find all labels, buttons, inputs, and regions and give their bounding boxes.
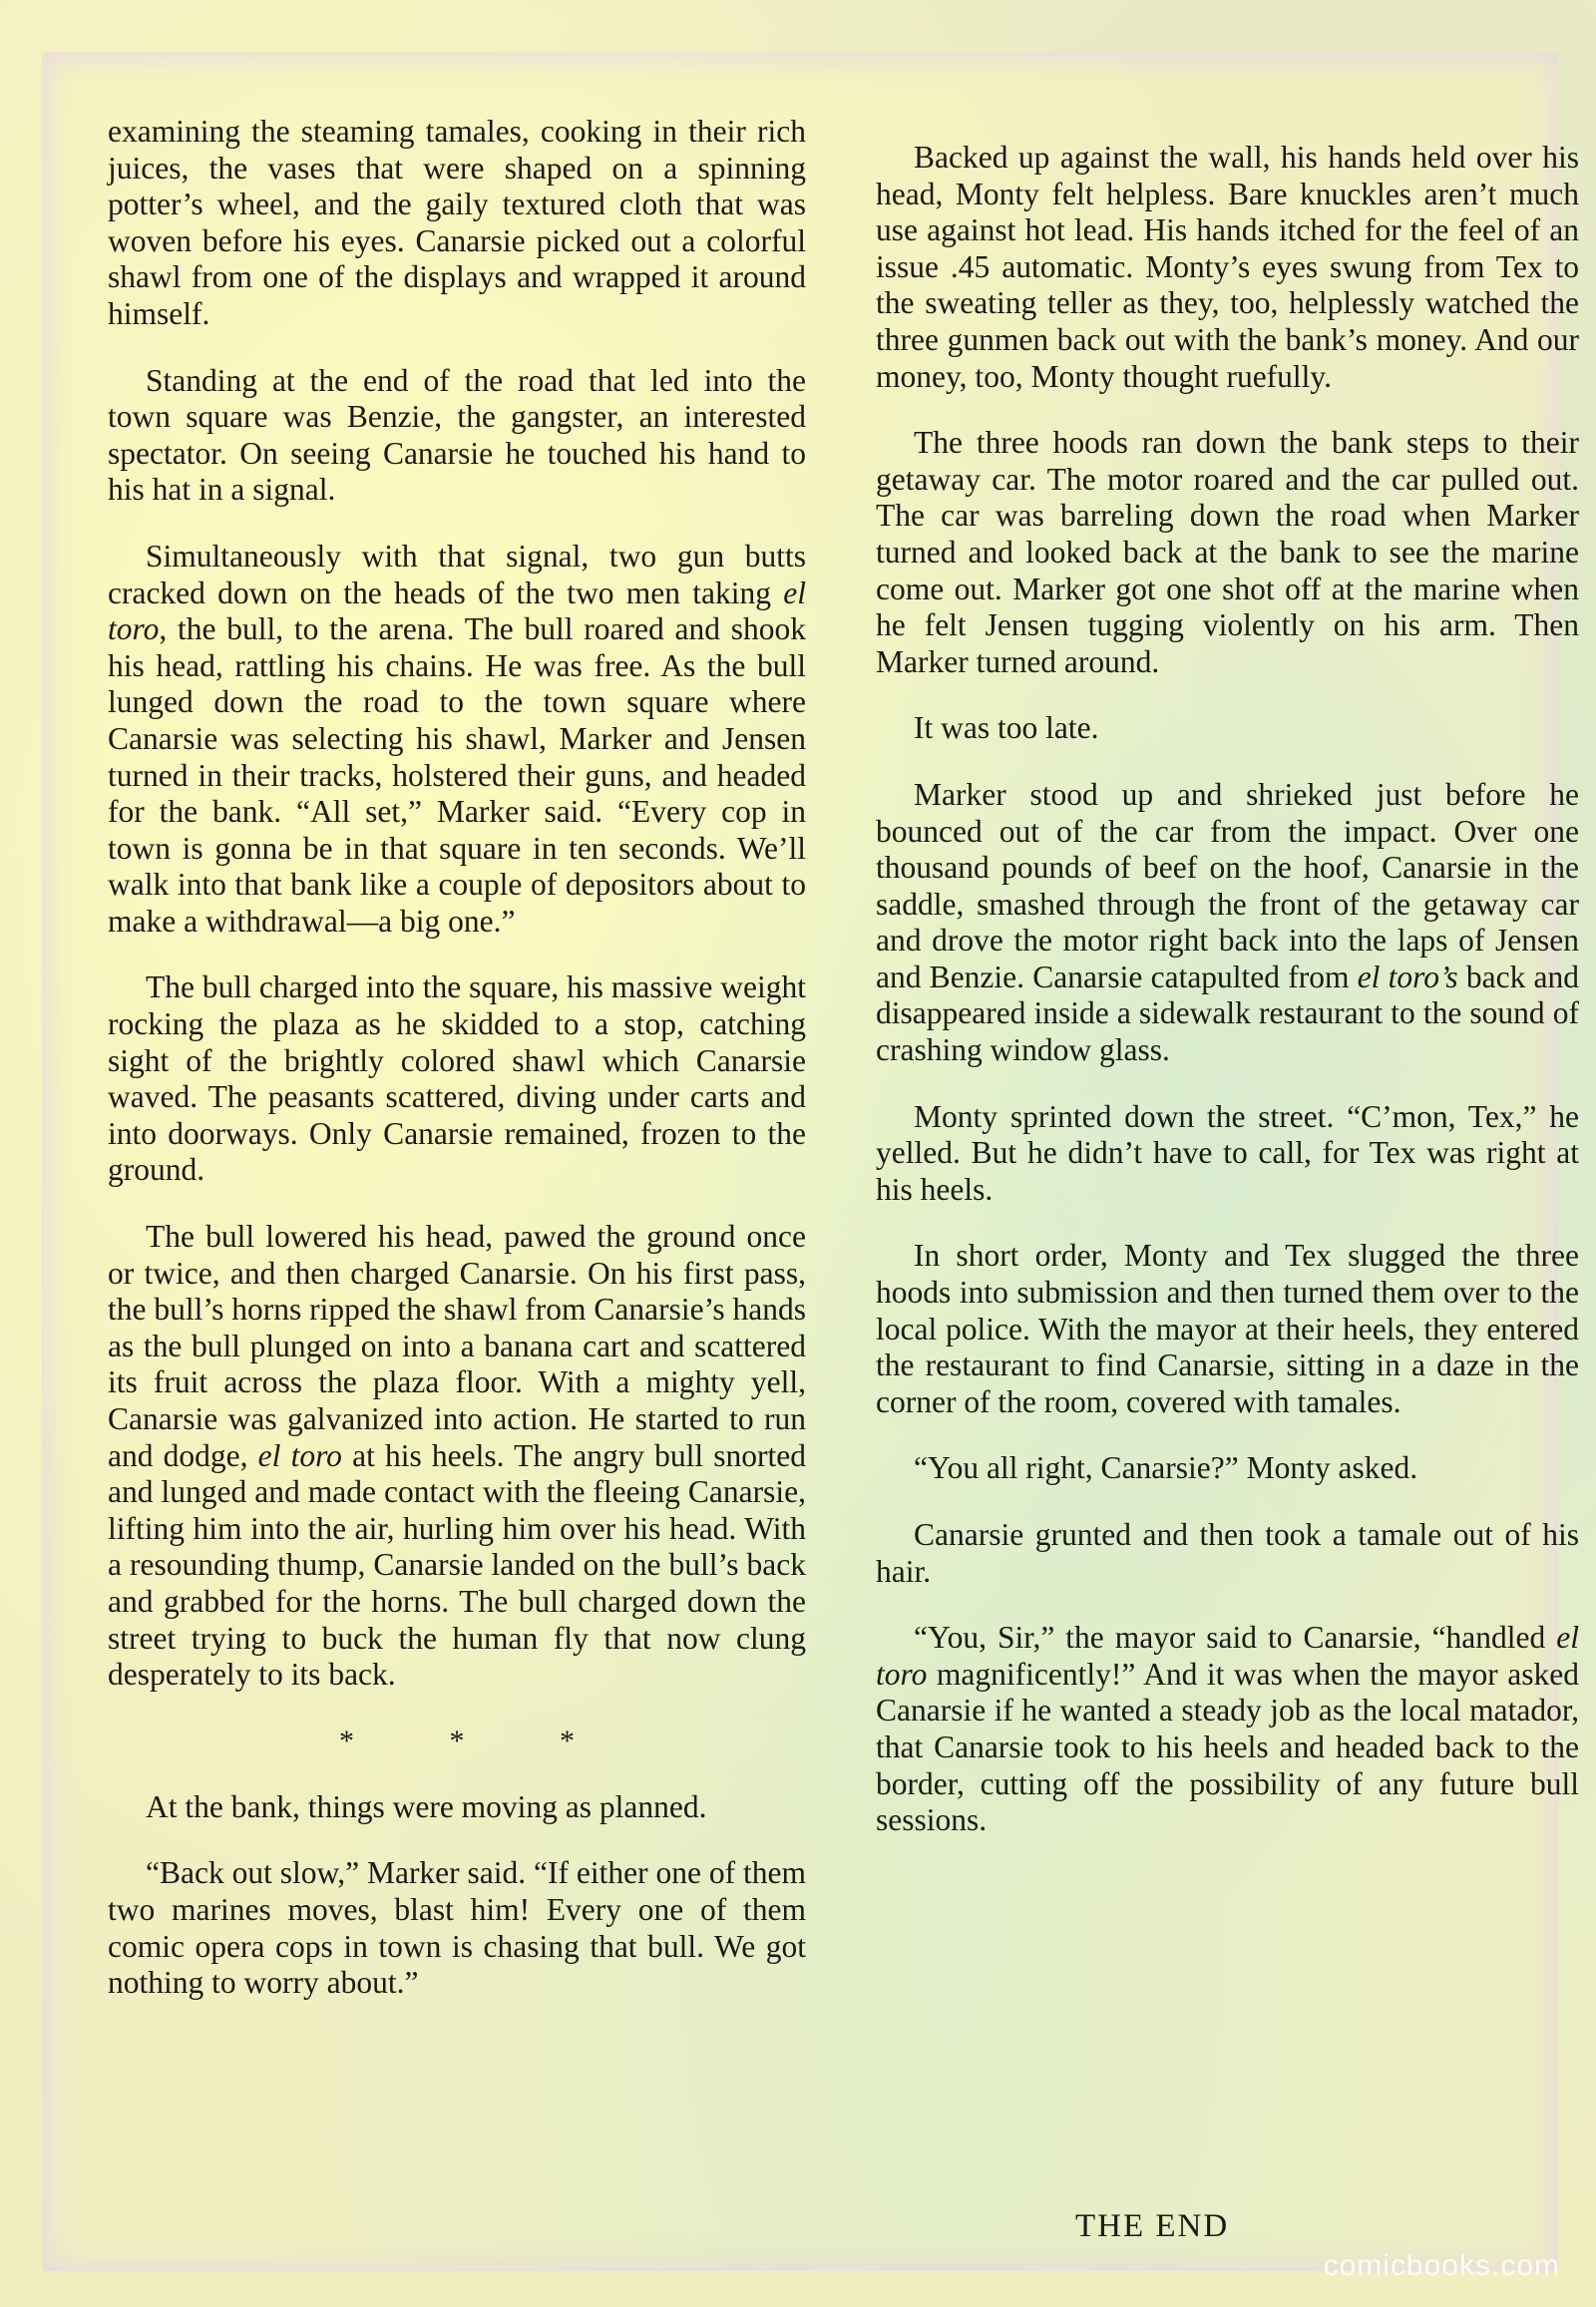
paragraph (108, 539, 806, 941)
section-break: * * * (339, 1724, 618, 1757)
text-run: Marker stood up and shrieked just before he bounced out of the car from the impact. Over one thousand pounds of beef on the hoof, Canarsie in the saddle, smashed through the front of the getaway car and drove the motor right back into the laps of Jensen and Benzie. Canarsie catapulted from (876, 776, 1579, 994)
paragraph: examining the steaming tamales, cooking in their rich juices, the vases that were shaped on a spinning potter’s wheel, and the gaily textured cloth that was woven before his eyes. Canarsie picked out a colorful shawl from one of the displays and wrapped it around himself. (108, 114, 806, 331)
italic-text: el toro’s (1357, 959, 1458, 994)
paragraph (876, 777, 1579, 1069)
text-run: magnificently!” And it was when the mayor asked Canarsie if he wanted a steady job as the local matador, that Canarsie took to his heels and headed back to the border, cutting off the possibility of any future bull sessions. (876, 1656, 1579, 1838)
text-run: , the bull, to the arena. The bull roared and shook his head, rattling his chains. He was free. As the bull lunged down the road to the town square where Canarsie was selecting his shawl, Marker and Jensen turned in their tracks, holstered their guns, and headed for the bank. “All set,” Marker said. “Every cop in town is gonna be in that square in ten seconds. We’ll walk into that bank like a couple of depositors about to make a withdrawal—a big one.” (108, 611, 806, 939)
left-text-column (108, 114, 806, 2032)
story-text-panel (42, 52, 1579, 2271)
paragraph: “Back out slow,” Marker said. “If either one of them two marines moves, blast him! Every one of them comic opera cops in town is chasing that bull. We got nothing to worry about.” (108, 1855, 806, 2001)
paragraph: Standing at the end of the road that led into the town square was Benzie, the gangster, an interested spectator. On seeing Canarsie he touched his hand to his hat in a signal. (108, 362, 806, 508)
paragraph (108, 1219, 806, 1694)
paragraph: The bull charged into the square, his massive weight rocking the plaza as he skidded to a stop, catching sight of the brightly colored shawl which Canarsie waved. The peasants scattered, diving under carts and into doorways. Only Canarsie remained, frozen to the ground. (108, 969, 806, 1188)
italic-text: el toro (876, 1620, 1579, 1692)
paragraph: Backed up against the wall, his hands held over his head, Monty felt helpless. Bare knuckles aren’t much use against hot lead. His hands itched for the feel of an issue .45 automatic. Monty’s eyes swung from Tex to the sweating teller as they, too, helplessly watched the three gunmen back out with the bank’s money. And our money, too, Monty thought ruefully. (876, 140, 1579, 394)
text-run: The bull lowered his head, pawed the ground once or twice, and then charged Canarsie. On his first pass, the bull’s horns ripped the shawl from Canarsie’s hands as the bull plunged on into a banana cart and scattered its fruit across the plaza floor. With a mighty yell, Canarsie was galvanized into action. He started to run and dodge, (108, 1219, 806, 1473)
paragraph: Monty sprinted down the street. “C’mon, Tex,” he yelled. But he didn’t have to call, for Tex was right at his heels. (876, 1098, 1579, 1207)
paragraph: “You all right, Canarsie?” Monty asked. (914, 1450, 1418, 1486)
right-text-column (876, 140, 1579, 1869)
paragraph: Canarsie grunted and then took a tamale out of his hair. (876, 1517, 1579, 1589)
paragraph: It was too late. (914, 710, 1099, 746)
paragraph: In short order, Monty and Tex slugged the three hoods into submission and then turned them over to the local police. With the mayor at their heels, they entered the restaurant to find Canarsie, sitting in a daze in the corner of the room, covered with tamales. (876, 1238, 1579, 1419)
text-run: “You, Sir,” the mayor said to Canarsie, “handled (914, 1620, 1557, 1656)
paragraph: The three hoods ran down the bank steps to their getaway car. The motor roared and the car pulled out. The car was barreling down the road when Marker turned and looked back at the bank to see the marine come out. Marker got one shot off at the marine when he felt Jensen tugging violently on his arm. Then Marker turned around. (876, 425, 1579, 679)
paragraph: At the bank, things were moving as planned. (146, 1788, 707, 1824)
italic-text: el toro (257, 1437, 342, 1473)
text-run: at his heels. The angry bull snorted and lunged and made contact with the fleeing Canarsie, lifting him into the air, hurling him over his head. With a resounding thump, Canarsie landed on the bull’s back and grabbed for the horns. The bull charged down the street trying to buck the human fly that now clung desperately to its back. (108, 1437, 807, 1693)
italic-text: el toro (108, 575, 806, 647)
text-run: back and disappeared inside a sidewalk restaurant to the sound of crashing window glass. (876, 959, 1579, 1068)
text-run: Simultaneously with that signal, two gun butts cracked down on the heads of the two men taking (108, 538, 806, 610)
site-watermark: comicbooks.com (1323, 2249, 1560, 2282)
paragraph (876, 1620, 1579, 1839)
the-end-label: THE END (1075, 2208, 1230, 2244)
